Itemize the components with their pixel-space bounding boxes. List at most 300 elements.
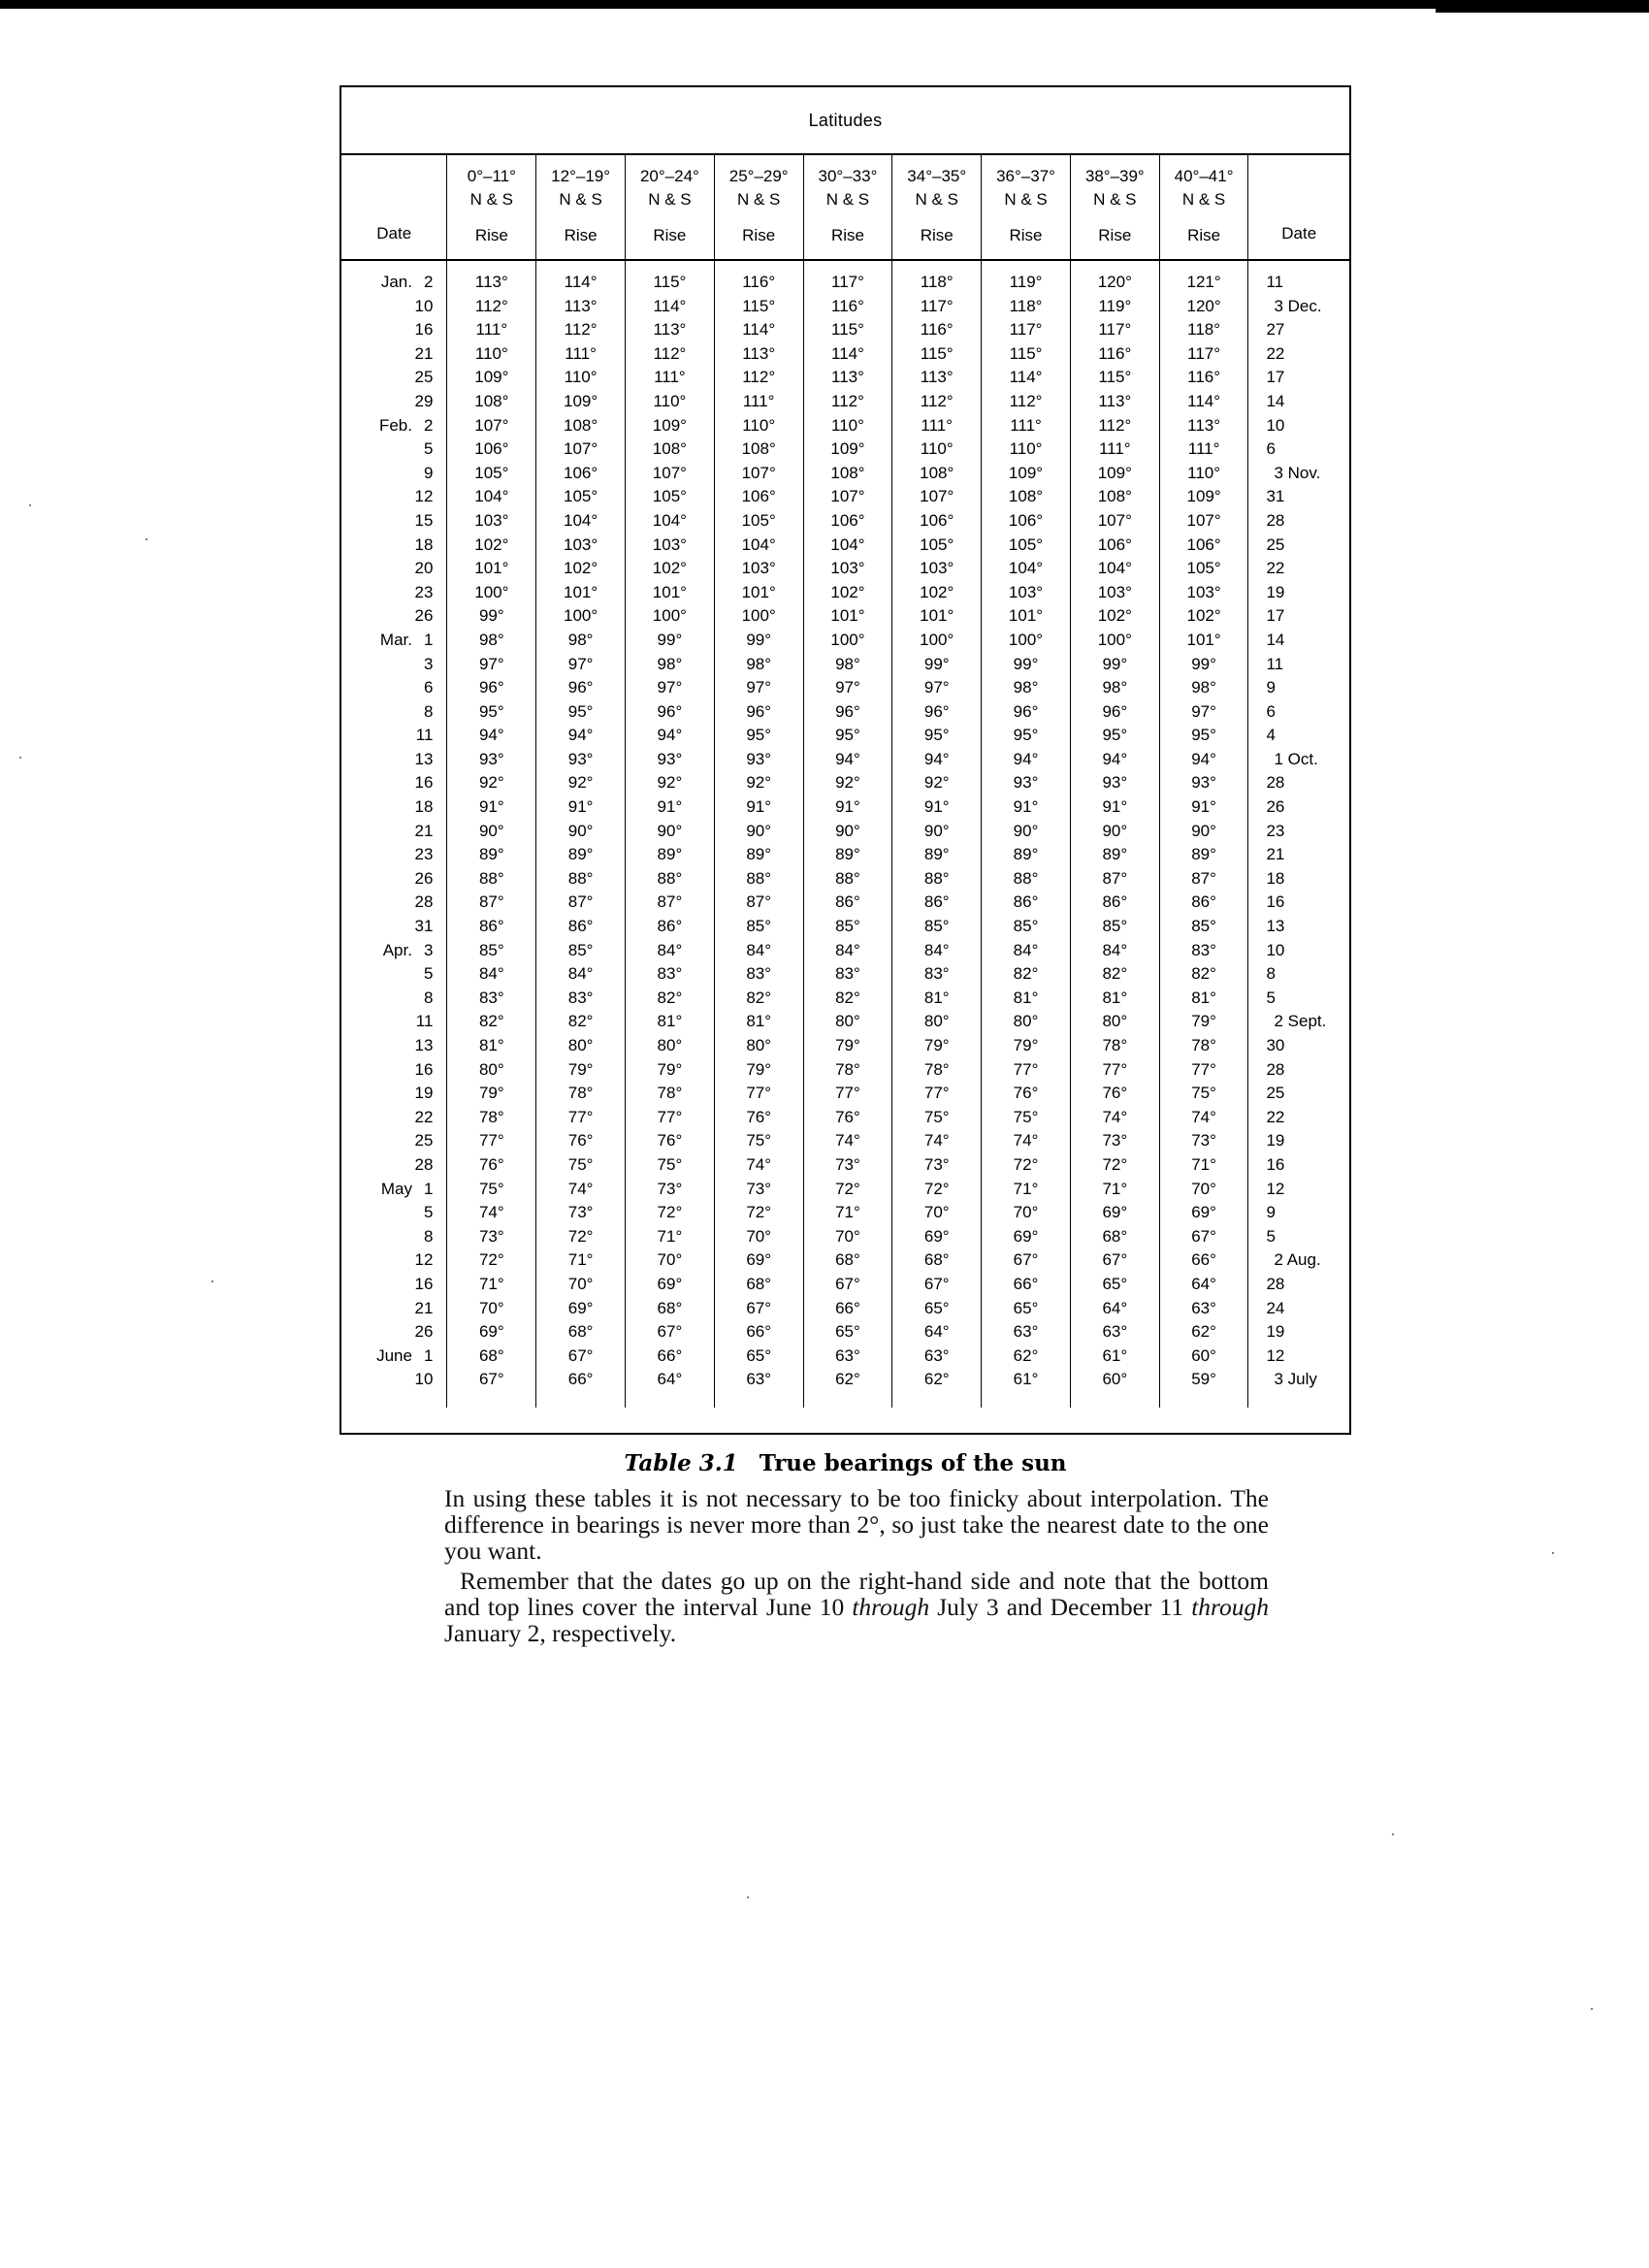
day-label: 21 — [414, 343, 434, 363]
table-row — [341, 557, 1349, 581]
bearing-cell: 105° — [447, 462, 536, 486]
bearing-cell: 103° — [803, 557, 892, 581]
bearing-cell: 113° — [536, 295, 626, 319]
bearing-cell: 76° — [714, 1106, 803, 1130]
date-cell — [341, 1225, 447, 1249]
rise-label: Rise — [742, 226, 776, 244]
day-label: 23 — [414, 845, 434, 864]
bearing-cell: 111° — [982, 414, 1071, 438]
table-row — [341, 891, 1349, 915]
bearing-cell: 85° — [803, 915, 892, 939]
bearing-cell: 85° — [714, 915, 803, 939]
day-label: 8 — [423, 988, 434, 1007]
bearing-cell: 101° — [626, 581, 715, 605]
bearing-cell: 92° — [536, 771, 626, 795]
bearing-cell: 113° — [626, 318, 715, 342]
bearing-cell: 89° — [447, 843, 536, 867]
scan-speck — [747, 1896, 749, 1898]
day-label: 20 — [414, 559, 434, 578]
right-date-cell: 18 — [1248, 867, 1349, 891]
table-row — [341, 390, 1349, 414]
month-label: May — [380, 1179, 412, 1198]
latitude-band: 20°–24° — [639, 167, 699, 185]
bearing-cell: 105° — [626, 485, 715, 509]
table-row — [341, 462, 1349, 486]
bearing-cell: 76° — [536, 1129, 626, 1153]
bearing-cell: 113° — [714, 342, 803, 367]
bearing-cell: 110° — [1159, 462, 1248, 486]
bearing-cell: 86° — [1159, 891, 1248, 915]
right-date-cell: 2 Sept. — [1248, 1010, 1349, 1034]
bearing-cell: 92° — [714, 771, 803, 795]
right-date-cell: 1 Oct. — [1248, 748, 1349, 772]
bearing-cell: 96° — [447, 676, 536, 700]
bearing-cell: 96° — [536, 676, 626, 700]
date-cell — [341, 1129, 447, 1153]
day-label: 21 — [414, 821, 434, 840]
bearing-cell: 72° — [626, 1201, 715, 1225]
bearing-cell: 100° — [892, 629, 982, 653]
bearing-cell: 97° — [536, 653, 626, 677]
date-cell — [341, 1297, 447, 1321]
day-label: 3 — [423, 654, 434, 673]
bearing-cell: 107° — [892, 485, 982, 509]
right-date-cell: 6 — [1248, 700, 1349, 725]
bearing-cell: 79° — [803, 1034, 892, 1058]
bearing-cell: 73° — [803, 1153, 892, 1178]
right-date-cell: 22 — [1248, 557, 1349, 581]
day-label: 16 — [414, 1059, 434, 1079]
bearing-cell: 88° — [892, 867, 982, 891]
bearing-cell: 70° — [714, 1225, 803, 1249]
bearing-cell: 111° — [626, 366, 715, 390]
right-date-column-header: Date — [1248, 155, 1349, 260]
day-label: 18 — [414, 797, 434, 817]
sun-bearings-table — [341, 155, 1349, 1408]
spacer-cell — [447, 1392, 536, 1408]
date-cell — [341, 260, 447, 295]
bearing-cell: 108° — [447, 390, 536, 414]
right-date-cell: 28 — [1248, 1273, 1349, 1297]
month-label: Mar. — [379, 630, 412, 649]
bearing-cell: 109° — [803, 437, 892, 462]
bearing-cell: 84° — [803, 939, 892, 963]
bearing-cell: 103° — [626, 534, 715, 558]
right-date-cell: 25 — [1248, 534, 1349, 558]
bearing-cell: 108° — [982, 485, 1071, 509]
month-label: Feb. — [378, 415, 412, 435]
bearing-cell: 73° — [714, 1178, 803, 1202]
table-row — [341, 485, 1349, 509]
scan-speck — [211, 1280, 213, 1282]
bearing-cell: 73° — [1159, 1129, 1248, 1153]
bearing-cell: 72° — [536, 1225, 626, 1249]
day-label: 15 — [414, 510, 434, 530]
bearing-cell: 109° — [447, 366, 536, 390]
date-column-header: Date — [341, 155, 447, 260]
bearing-cell: 116° — [892, 318, 982, 342]
bearing-cell: 111° — [536, 342, 626, 367]
bearing-cell: 102° — [1070, 604, 1159, 629]
rise-label: Rise — [1009, 226, 1043, 244]
bearing-cell: 80° — [892, 1010, 982, 1034]
bearing-cell: 103° — [447, 509, 536, 534]
bearing-cell: 67° — [447, 1368, 536, 1392]
latitude-column-header — [982, 155, 1071, 260]
bearing-cell: 66° — [626, 1345, 715, 1369]
bearing-cell: 103° — [714, 557, 803, 581]
right-date-cell: 25 — [1248, 1082, 1349, 1106]
bearing-cell: 68° — [536, 1320, 626, 1345]
latitude-column-header — [447, 155, 536, 260]
bearing-cell: 82° — [626, 987, 715, 1011]
bearing-cell: 74° — [714, 1153, 803, 1178]
bearing-cell: 106° — [1070, 534, 1159, 558]
bearing-cell: 77° — [626, 1106, 715, 1130]
bearing-cell: 95° — [714, 724, 803, 748]
right-date-cell: 22 — [1248, 342, 1349, 367]
bearing-cell: 117° — [803, 260, 892, 295]
date-cell — [341, 962, 447, 987]
bearing-cell: 116° — [1159, 366, 1248, 390]
hemisphere-label: N & S — [736, 190, 781, 209]
bearing-cell: 91° — [626, 795, 715, 820]
bearing-cell: 114° — [982, 366, 1071, 390]
bearing-cell: 114° — [1159, 390, 1248, 414]
date-cell — [341, 1345, 447, 1369]
bearing-cell: 70° — [536, 1273, 626, 1297]
bearing-cell: 89° — [1070, 843, 1159, 867]
bearing-cell: 63° — [1159, 1297, 1248, 1321]
bearing-cell: 70° — [626, 1248, 715, 1273]
scan-speck — [19, 757, 21, 759]
bearing-cell: 102° — [447, 534, 536, 558]
date-cell — [341, 318, 447, 342]
date-cell — [341, 1201, 447, 1225]
emphasis-through: through — [852, 1593, 930, 1621]
bearing-cell: 106° — [536, 462, 626, 486]
bearing-cell: 79° — [1159, 1010, 1248, 1034]
spacer-cell — [1248, 1392, 1349, 1408]
table-row — [341, 581, 1349, 605]
bearing-cell: 89° — [536, 843, 626, 867]
day-label: 6 — [423, 678, 434, 697]
date-cell — [341, 295, 447, 319]
bearing-cell: 63° — [803, 1345, 892, 1369]
right-date-cell: 17 — [1248, 366, 1349, 390]
bearing-cell: 70° — [1159, 1178, 1248, 1202]
bearing-cell: 67° — [892, 1273, 982, 1297]
table-row — [341, 1225, 1349, 1249]
bearing-cell: 78° — [447, 1106, 536, 1130]
bearing-cell: 94° — [803, 748, 892, 772]
day-label: 13 — [414, 1036, 434, 1054]
bearing-cell: 62° — [803, 1368, 892, 1392]
bearing-cell: 71° — [626, 1225, 715, 1249]
bearing-cell: 107° — [626, 462, 715, 486]
bearing-cell: 60° — [1070, 1368, 1159, 1392]
bearing-cell: 109° — [626, 414, 715, 438]
bearing-cell: 74° — [1070, 1106, 1159, 1130]
bearing-cell: 75° — [536, 1153, 626, 1178]
bearing-cell: 84° — [714, 939, 803, 963]
right-date-cell: 14 — [1248, 629, 1349, 653]
right-date-cell: 24 — [1248, 1297, 1349, 1321]
bearing-cell: 71° — [1070, 1178, 1159, 1202]
date-cell — [341, 700, 447, 725]
bearing-cell: 98° — [1070, 676, 1159, 700]
bearing-cell: 69° — [714, 1248, 803, 1273]
bearing-cell: 88° — [803, 867, 892, 891]
bearing-cell: 112° — [892, 390, 982, 414]
bearing-cell: 80° — [982, 1010, 1071, 1034]
bearing-cell: 110° — [626, 390, 715, 414]
bearing-cell: 100° — [982, 629, 1071, 653]
table-row — [341, 653, 1349, 677]
day-label: 9 — [423, 463, 434, 482]
bearing-cell: 108° — [626, 437, 715, 462]
bearing-cell: 97° — [714, 676, 803, 700]
table-bottom-spacer — [341, 1392, 1349, 1408]
bearing-cell: 104° — [1070, 557, 1159, 581]
bearing-cell: 114° — [536, 260, 626, 295]
date-cell — [341, 748, 447, 772]
scan-speck — [29, 504, 31, 506]
rise-label: Rise — [830, 226, 864, 244]
latitude-band: 34°–35° — [907, 167, 967, 185]
table-row — [341, 437, 1349, 462]
bearing-cell: 89° — [714, 843, 803, 867]
bearing-cell: 85° — [536, 939, 626, 963]
rise-label: Rise — [1098, 226, 1132, 244]
bearing-cell: 107° — [1159, 509, 1248, 534]
latitude-band: 38°–39° — [1084, 167, 1145, 185]
right-date-cell: 27 — [1248, 318, 1349, 342]
bearing-cell: 117° — [982, 318, 1071, 342]
day-label: 28 — [414, 892, 434, 912]
bearing-cell: 97° — [1159, 700, 1248, 725]
latitude-band: 40°–41° — [1174, 167, 1234, 185]
bearing-cell: 91° — [1159, 795, 1248, 820]
bearing-cell: 113° — [447, 260, 536, 295]
spacer-cell — [892, 1392, 982, 1408]
table-caption — [340, 1450, 1351, 1476]
bearing-cell: 74° — [803, 1129, 892, 1153]
bearing-cell: 105° — [536, 485, 626, 509]
bearing-cell: 73° — [1070, 1129, 1159, 1153]
bearing-cell: 96° — [892, 700, 982, 725]
latitude-column-header — [1159, 155, 1248, 260]
right-date-cell: 10 — [1248, 939, 1349, 963]
bearing-cell: 87° — [626, 891, 715, 915]
bearing-cell: 116° — [1070, 342, 1159, 367]
bearing-cell: 89° — [626, 843, 715, 867]
bearing-cell: 106° — [1159, 534, 1248, 558]
bearing-cell: 85° — [1070, 915, 1159, 939]
day-label: 13 — [414, 749, 434, 768]
bearing-cell: 67° — [1070, 1248, 1159, 1273]
bearing-cell: 65° — [803, 1320, 892, 1345]
table-row — [341, 1178, 1349, 1202]
day-label: 5 — [423, 1203, 434, 1222]
bearing-cell: 77° — [1070, 1058, 1159, 1083]
bearing-cell: 68° — [803, 1248, 892, 1273]
table-number: Table 3.1 — [624, 1450, 738, 1476]
bearing-cell: 76° — [803, 1106, 892, 1130]
bearing-cell: 83° — [892, 962, 982, 987]
right-date-cell: 3 July — [1248, 1368, 1349, 1392]
bearing-cell: 84° — [1070, 939, 1159, 963]
date-cell — [341, 795, 447, 820]
bearing-cell: 99° — [1159, 653, 1248, 677]
bearing-cell: 77° — [803, 1082, 892, 1106]
bearing-cell: 75° — [447, 1178, 536, 1202]
bearing-cell: 98° — [447, 629, 536, 653]
bearing-cell: 69° — [1070, 1201, 1159, 1225]
bearing-cell: 103° — [982, 581, 1071, 605]
bearing-cell: 91° — [714, 795, 803, 820]
spacer-cell — [1159, 1392, 1248, 1408]
scan-top-edge — [0, 0, 1649, 9]
table-row — [341, 414, 1349, 438]
bearing-cell: 79° — [447, 1082, 536, 1106]
bearing-cell: 80° — [447, 1058, 536, 1083]
bearing-cell: 101° — [447, 557, 536, 581]
bearing-cell: 103° — [1070, 581, 1159, 605]
month-label: Jan. — [380, 273, 412, 291]
bearing-cell: 75° — [1159, 1082, 1248, 1106]
bearing-cell: 115° — [892, 342, 982, 367]
bearing-cell: 101° — [536, 581, 626, 605]
bearing-cell: 106° — [447, 437, 536, 462]
date-cell — [341, 1082, 447, 1106]
right-date-cell: 26 — [1248, 795, 1349, 820]
day-label: 26 — [414, 606, 434, 626]
bearing-cell: 65° — [1070, 1273, 1159, 1297]
date-cell — [341, 915, 447, 939]
bearing-cell: 97° — [892, 676, 982, 700]
bearing-cell: 80° — [803, 1010, 892, 1034]
latitude-column-header — [626, 155, 715, 260]
date-cell — [341, 1058, 447, 1083]
bearing-cell: 115° — [626, 260, 715, 295]
bearing-cell: 64° — [626, 1368, 715, 1392]
day-label: 3 — [423, 940, 434, 959]
bearing-cell: 105° — [714, 509, 803, 534]
spacer-cell — [341, 1392, 447, 1408]
bearing-cell: 63° — [1070, 1320, 1159, 1345]
bearing-cell: 95° — [892, 724, 982, 748]
latitude-band: 0°–11° — [467, 167, 516, 185]
bearing-cell: 118° — [1159, 318, 1248, 342]
bearing-cell: 66° — [982, 1273, 1071, 1297]
bearing-cell: 64° — [1070, 1297, 1159, 1321]
text-run: January 2, respectively. — [444, 1619, 677, 1647]
bearing-cell: 71° — [447, 1273, 536, 1297]
bearing-cell: 112° — [626, 342, 715, 367]
bearing-cell: 92° — [803, 771, 892, 795]
bearing-cell: 83° — [1159, 939, 1248, 963]
bearing-cell: 104° — [536, 509, 626, 534]
bearing-cell: 63° — [892, 1345, 982, 1369]
spacer-cell — [1070, 1392, 1159, 1408]
bearing-cell: 71° — [536, 1248, 626, 1273]
bearing-cell: 82° — [803, 987, 892, 1011]
bearing-cell: 77° — [447, 1129, 536, 1153]
spacer-cell — [982, 1392, 1071, 1408]
bearing-cell: 86° — [536, 915, 626, 939]
bearing-cell: 120° — [1159, 295, 1248, 319]
bearing-cell: 111° — [892, 414, 982, 438]
bearing-cell: 114° — [803, 342, 892, 367]
right-date-cell: 3 Nov. — [1248, 462, 1349, 486]
bearing-cell: 69° — [626, 1273, 715, 1297]
bearing-cell: 98° — [1159, 676, 1248, 700]
rise-label: Rise — [564, 226, 598, 244]
bearing-cell: 115° — [803, 318, 892, 342]
scan-speck — [1591, 2008, 1593, 2010]
bearing-cell: 78° — [892, 1058, 982, 1083]
right-date-cell: 19 — [1248, 1129, 1349, 1153]
table-row — [341, 295, 1349, 319]
bearing-cell: 67° — [536, 1345, 626, 1369]
table-row — [341, 366, 1349, 390]
day-label: 26 — [414, 868, 434, 888]
hemisphere-label: N & S — [1004, 190, 1048, 209]
bearing-cell: 89° — [1159, 843, 1248, 867]
bearing-cell: 109° — [536, 390, 626, 414]
bearing-cell: 110° — [892, 437, 982, 462]
day-label: 5 — [423, 439, 434, 459]
table-row — [341, 1106, 1349, 1130]
bearing-cell: 119° — [982, 260, 1071, 295]
bearing-cell: 81° — [1159, 987, 1248, 1011]
table-row — [341, 1297, 1349, 1321]
bearing-cell: 86° — [447, 915, 536, 939]
table-row — [341, 1129, 1349, 1153]
bearing-cell: 65° — [982, 1297, 1071, 1321]
bearing-cell: 100° — [447, 581, 536, 605]
bearing-cell: 100° — [803, 629, 892, 653]
table-row — [341, 1320, 1349, 1345]
bearing-cell: 82° — [447, 1010, 536, 1034]
table-row — [341, 1034, 1349, 1058]
bearing-cell: 90° — [714, 820, 803, 844]
bearing-cell: 79° — [714, 1058, 803, 1083]
table-row — [341, 1345, 1349, 1369]
bearing-cell: 71° — [803, 1201, 892, 1225]
bearing-cell: 100° — [536, 604, 626, 629]
bearing-cell: 95° — [447, 700, 536, 725]
bearing-cell: 111° — [714, 390, 803, 414]
bearing-cell: 95° — [1159, 724, 1248, 748]
bearing-cell: 113° — [1159, 414, 1248, 438]
bearing-cell: 81° — [714, 1010, 803, 1034]
table-row — [341, 1273, 1349, 1297]
bearing-cell: 68° — [714, 1273, 803, 1297]
bearing-cell: 77° — [1159, 1058, 1248, 1083]
bearing-cell: 82° — [536, 1010, 626, 1034]
right-date-cell: 31 — [1248, 485, 1349, 509]
day-label: 26 — [414, 1322, 434, 1342]
spacer-cell — [626, 1392, 715, 1408]
bearing-cell: 83° — [447, 987, 536, 1011]
bearing-cell: 113° — [892, 366, 982, 390]
right-date-cell: 3 Dec. — [1248, 295, 1349, 319]
emphasis-through: through — [1191, 1593, 1269, 1621]
bearing-cell: 72° — [892, 1178, 982, 1202]
bearing-cell: 92° — [626, 771, 715, 795]
